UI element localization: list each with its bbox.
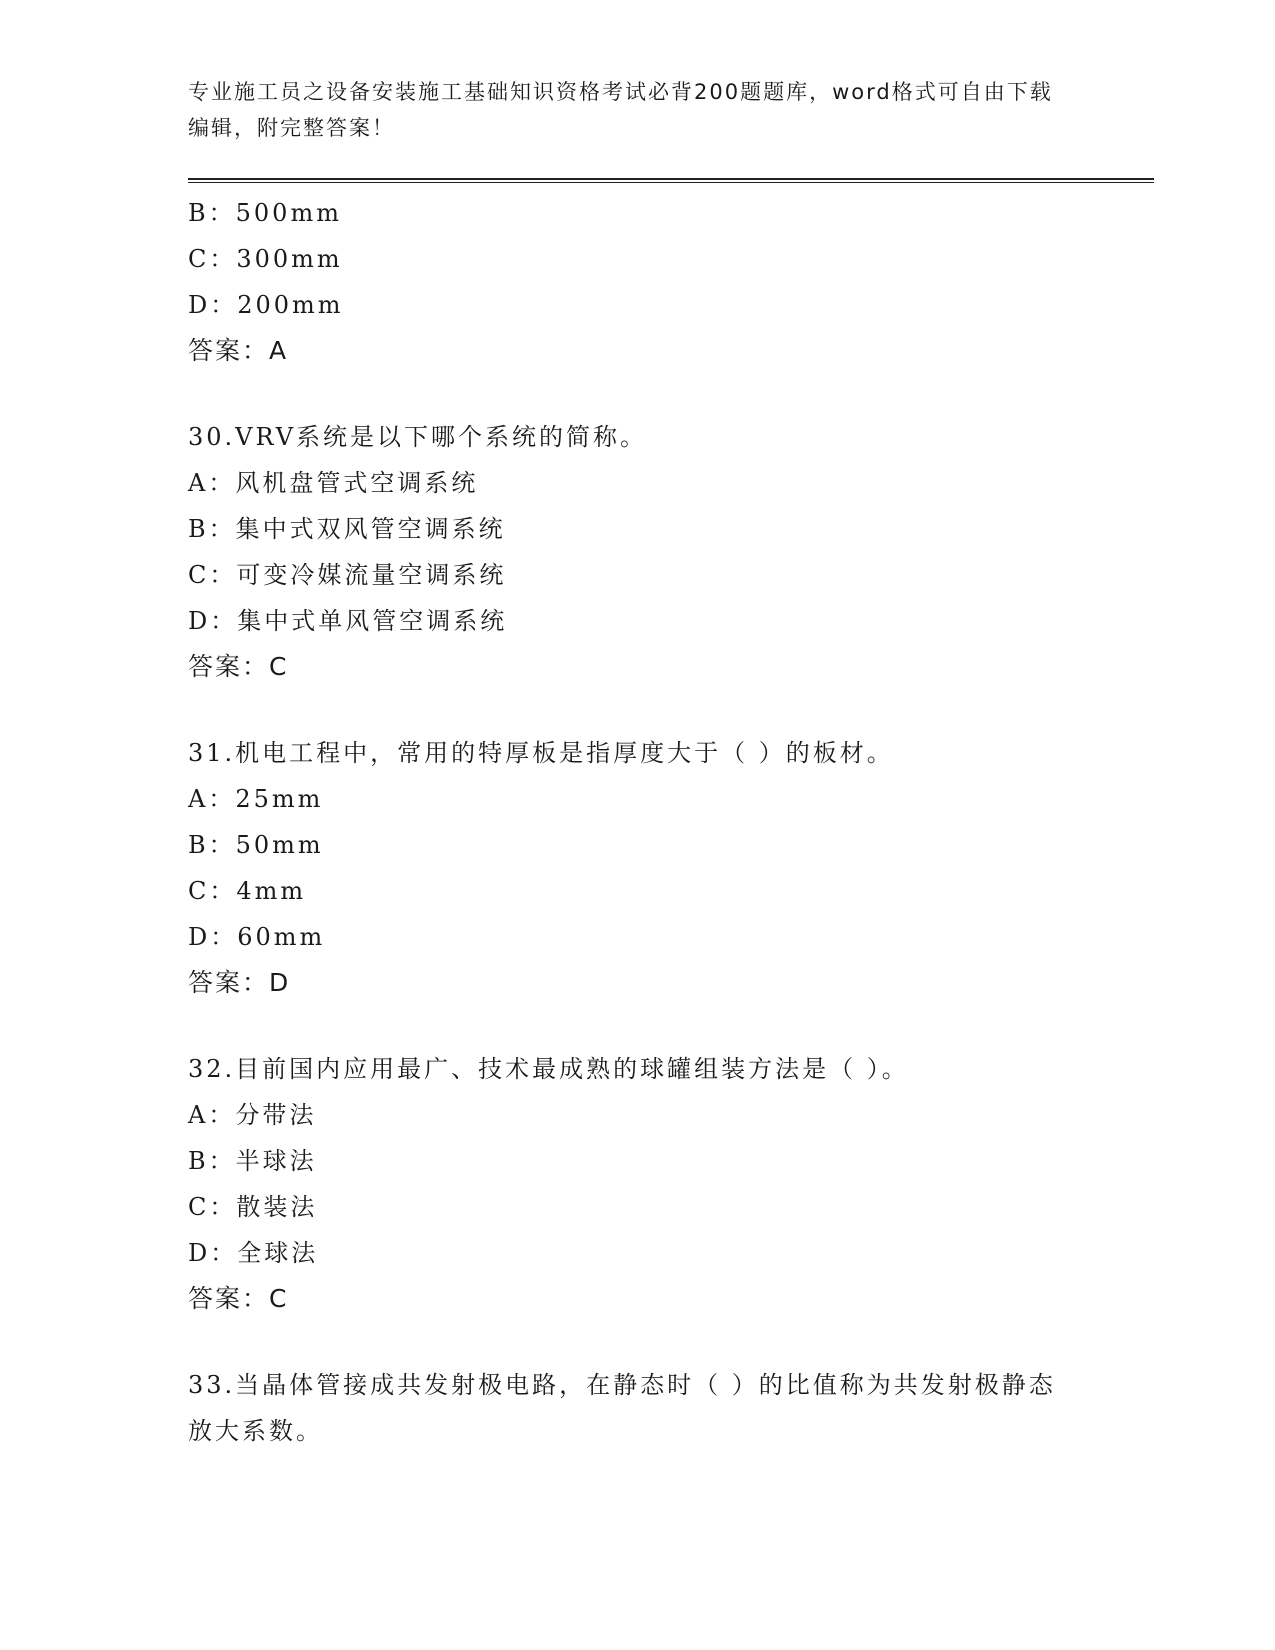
answer-line: 答案：C — [188, 1284, 289, 1313]
option-c: C：300mm — [188, 245, 343, 273]
option-c: C：散装法 — [188, 1193, 318, 1221]
option-a: A：风机盘管式空调系统 — [188, 469, 479, 497]
option-b: B：50mm — [188, 831, 324, 859]
header-divider — [188, 178, 1154, 183]
option-d: D：集中式单风管空调系统 — [188, 607, 508, 635]
document-title: 专业施工员之设备安装施工基础知识资格考试必背200题题库，word格式可自由下载编辑，附完整答案！ — [188, 80, 1053, 140]
option-b: B：500mm — [188, 199, 342, 227]
option-d: D：全球法 — [188, 1239, 319, 1267]
answer-line: 答案：D — [188, 968, 291, 997]
option-a: A：25mm — [188, 785, 324, 813]
question-text: 33.当晶体管接成共发射极电路，在静态时（ ）的比值称为共发射极静态放大系数。 — [188, 1371, 1056, 1445]
option-b: B：半球法 — [188, 1147, 317, 1175]
answer-line: 答案：A — [188, 336, 289, 365]
question-30 — [188, 414, 1088, 690]
option-b: B：集中式双风管空调系统 — [188, 515, 506, 543]
option-c: C：可变冷媒流量空调系统 — [188, 561, 507, 589]
option-d: D：200mm — [188, 291, 344, 319]
question-list — [188, 190, 1088, 1454]
question-text: 30.VRV系统是以下哪个系统的简称。 — [188, 423, 648, 451]
document-header — [188, 74, 1068, 146]
previous-question-tail — [188, 190, 1088, 374]
option-a: A：分带法 — [188, 1101, 317, 1129]
option-d: D：60mm — [188, 923, 326, 951]
question-text: 31.机电工程中，常用的特厚板是指厚度大于（ ）的板材。 — [188, 739, 894, 767]
question-32 — [188, 1046, 1088, 1322]
option-c: C：4mm — [188, 877, 307, 905]
question-text: 32.目前国内应用最广、技术最成熟的球罐组装方法是（ ）。 — [188, 1055, 909, 1083]
question-31 — [188, 730, 1088, 1006]
answer-line: 答案：C — [188, 652, 289, 681]
question-33 — [188, 1362, 1088, 1454]
